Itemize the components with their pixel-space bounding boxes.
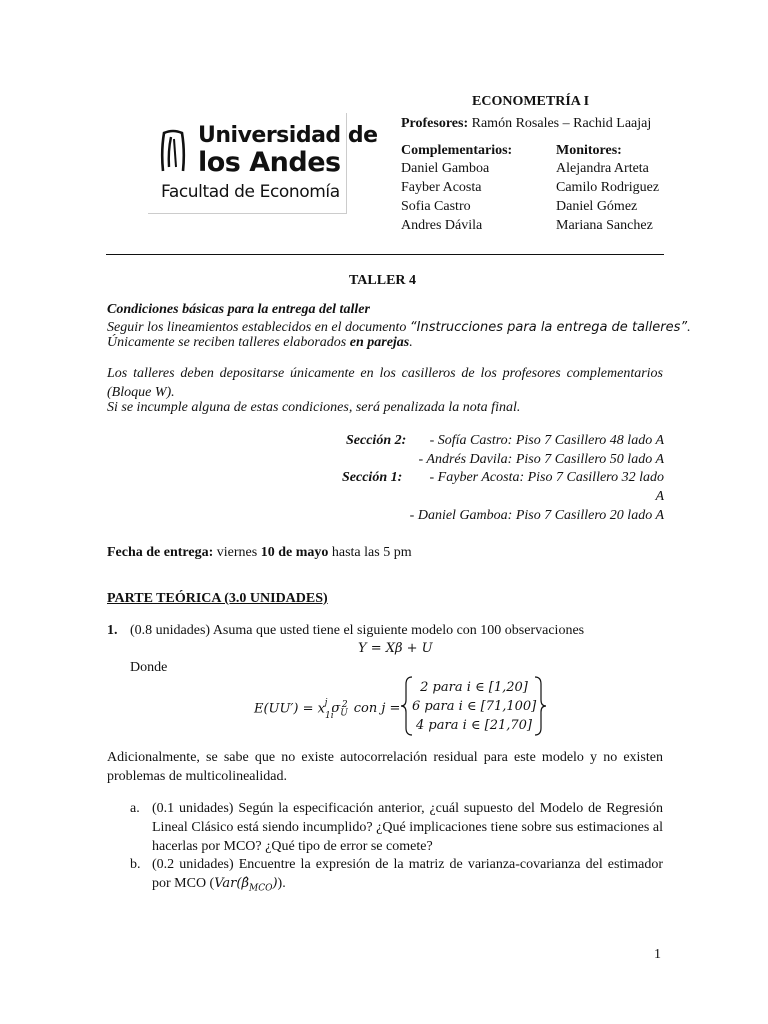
taller-title: TALLER 4 (349, 273, 417, 288)
header-divider (106, 254, 664, 255)
delivery-label: Fecha de entrega: (107, 545, 214, 560)
part-title: PARTE TEÓRICA (3.0 UNIDADES) (107, 591, 328, 606)
university-logo (148, 113, 378, 214)
university-seal-icon (160, 127, 186, 175)
section-2-locker-1: - Sofía Castro: Piso 7 Casillero 48 lado A (429, 433, 664, 448)
logo-line-2: los Andes (198, 147, 341, 178)
item-a-label: a. (130, 801, 140, 816)
section-2-locker-2: - Andrés Davila: Piso 7 Casillero 50 lado A (418, 452, 664, 467)
delivery-date (107, 543, 412, 562)
case-1: 2 para i ∈ [1,20] (420, 680, 528, 695)
variance-equation: $E(UU') = x_{1i}^j$ $\sigma_U^2$ con j = (254, 698, 401, 721)
complementario-name: Daniel Gamboa (401, 161, 490, 176)
complementarios-label: Complementarios: (401, 143, 513, 158)
penalty-notice: Si se incumple alguna de estas condiciones, será penalizada la nota final. (107, 400, 521, 415)
conditions-line-2-text: Únicamente se reciben talleres elaborados (107, 335, 347, 350)
section-1-locker-1: - Fayber Acosta: Piso 7 Casillero 32 lado (429, 470, 664, 485)
section-1-label: Sección 1: (342, 470, 403, 485)
professors-line (401, 114, 651, 133)
instructions-document: “Instrucciones para la entrega de talleres” (409, 320, 688, 335)
pairs-emphasis: en parejas (349, 335, 410, 350)
section-2-label: Sección 2: (346, 433, 407, 448)
conditions-line-1-end: . (687, 320, 691, 335)
complementario-name: Fayber Acosta (401, 180, 482, 195)
complementario-name: Andres Dávila (401, 218, 483, 233)
conditions-line-2 (107, 333, 413, 352)
logo-line-1: Universidad de (198, 123, 378, 148)
case-3: 4 para i ∈ [21,70] (416, 718, 532, 733)
monitor-name: Mariana Sanchez (556, 218, 653, 233)
item-a-text: (0.1 unidades) Según la especificación anterior, ¿cuál supuesto del Modelo de Regresión Lineal Clásico está siendo incumplido? ¿Qué implicaciones tiene sobre sus estimaciones al hacerlas por MCO? ¿Qué tipo de error se comete? (152, 801, 663, 854)
delivery-time: hasta las 5 pm (331, 545, 412, 560)
model-equation: Y = Xβ + U (358, 641, 433, 656)
monitores-label: Monitores: (556, 143, 622, 158)
section-1-locker-1-cont: A (655, 489, 664, 504)
deposit-instructions: Los talleres deben depositarse únicamente en los casilleros de los profesores complementarios (Bloque W). (107, 366, 663, 400)
monitor-name: Daniel Gómez (556, 199, 638, 214)
conditions-line-2-end: . (409, 335, 413, 350)
item-b-body: (0.2 unidades) Encuentre la expresión de la matriz de varianza-covarianza del estimador por MCO ( (152, 857, 663, 891)
professors-names: Ramón Rosales – Rachid Laajaj (471, 116, 652, 131)
right-brace-icon (533, 676, 547, 736)
additional-info: Adicionalmente, se sabe que no existe autocorrelación residual para este modelo y no existen problemas de multicolinealidad. (107, 750, 663, 784)
complementario-name: Sofia Castro (401, 199, 471, 214)
section-1-locker-2: - Daniel Gamboa: Piso 7 Casillero 20 lado A (409, 508, 664, 523)
monitor-name: Camilo Rodriguez (556, 180, 660, 195)
case-2: 6 para i ∈ [71,100] (412, 699, 537, 714)
question-number: 1. (107, 623, 118, 638)
course-title: ECONOMETRÍA I (472, 94, 590, 109)
conditions-line-1-text: Seguir los lineamientos establecidos en el documento (107, 320, 407, 335)
delivery-weekday: viernes (216, 545, 258, 560)
donde-label: Donde (130, 660, 168, 675)
page-number: 1 (654, 947, 661, 962)
item-b-label: b. (130, 857, 141, 872)
item-b-text: (0.2 unidades) Encuentre la expresión de la matriz de varianza-covarianza del estimador por MCO $(Var(\betâ_{MCO}))$. (152, 857, 663, 894)
variance-estimator-expression: $Var(\betâ_{MCO})$ (214, 876, 278, 894)
conditions-heading: Condiciones básicas para la entrega del taller (107, 302, 370, 317)
logo-line-3: Facultad de Economía (161, 182, 340, 202)
delivery-day: 10 de mayo (260, 545, 329, 560)
question-text: (0.8 unidades) Asuma que usted tiene el siguiente modelo con 100 observaciones (130, 623, 585, 638)
monitor-name: Alejandra Arteta (556, 161, 649, 176)
professors-label: Profesores: (401, 116, 469, 131)
